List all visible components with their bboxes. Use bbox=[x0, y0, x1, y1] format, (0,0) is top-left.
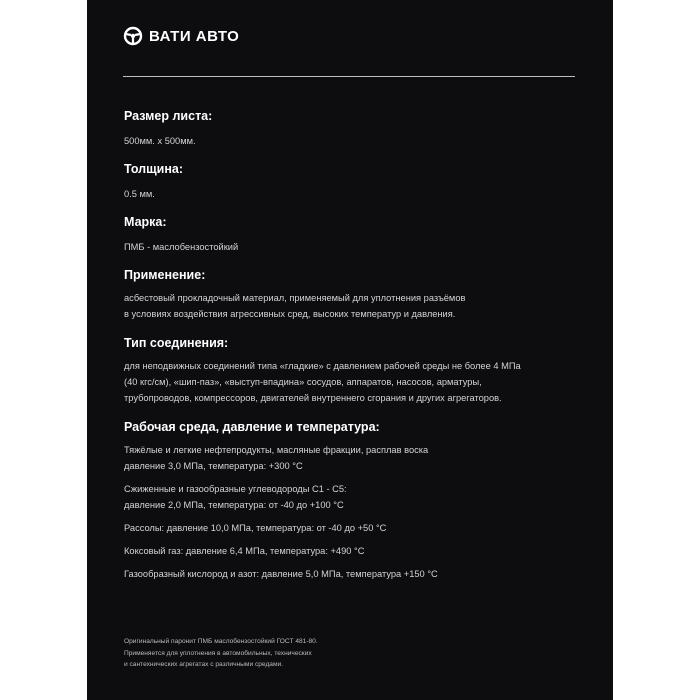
brand-logo bbox=[123, 26, 239, 46]
application-heading: Применение: bbox=[124, 268, 206, 282]
size-heading: Размер листа: bbox=[124, 109, 213, 123]
media-item bbox=[124, 543, 574, 559]
media-item-line: Газообразный кислород и азот: давление 5,0 МПа, температура +150 °С bbox=[124, 569, 438, 579]
footer-line: Оригинальный паронит ПМБ маслобензостойкий ГОСТ 481-80. bbox=[124, 638, 318, 645]
media-item bbox=[124, 520, 574, 536]
media-heading: Рабочая среда, давление и температура: bbox=[124, 420, 380, 434]
connection-heading: Тип соединения: bbox=[124, 336, 229, 350]
footer-line: Применяется для уплотнения в автомобильных, технических bbox=[124, 649, 312, 657]
thickness-value: 0.5 мм. bbox=[124, 189, 155, 199]
media-item bbox=[124, 566, 574, 582]
media-item-line: давление 2,0 МПа, температура: от -40 до +100 °С bbox=[124, 500, 344, 510]
application-section bbox=[124, 267, 574, 322]
media-item bbox=[124, 481, 574, 513]
connection-line: трубопроводов, компрессоров, двигателей внутреннего сгорания и других агрегаторов. bbox=[124, 393, 502, 403]
connection-section bbox=[124, 335, 574, 406]
header-divider bbox=[123, 76, 575, 77]
grade-section bbox=[124, 214, 574, 255]
media-item-line: Тяжёлые и легкие нефтепродукты, масляные фракции, расплав воска bbox=[124, 445, 429, 455]
size-value: 500мм. х 500мм. bbox=[124, 136, 196, 146]
size-section bbox=[124, 108, 574, 149]
media-section bbox=[124, 419, 574, 582]
application-line: асбестовый прокладочный материал, применяемый для уплотнения разъёмов bbox=[124, 293, 466, 303]
media-item-line: Сжиженные и газообразные углеводороды С1 - С5: bbox=[124, 484, 347, 494]
connection-line: для неподвижных соединений типа «гладкие» с давлением рабочей среды не более 4 МПа bbox=[124, 361, 521, 371]
connection-line: (40 кгс/см), «шип-паз», «выступ-впадина» сосудов, аппаратов, насосов, арматуры, bbox=[124, 377, 482, 387]
thickness-section bbox=[124, 161, 574, 202]
grade-heading: Марка: bbox=[124, 215, 167, 229]
grade-value: ПМБ - маслобензостойкий bbox=[124, 242, 239, 252]
application-line: в условиях воздействия агрессивных сред, высоких температур и давления. bbox=[124, 309, 456, 319]
media-item-line: давление 3,0 МПа, температура: +300 °С bbox=[124, 461, 303, 471]
steering-wheel-icon bbox=[123, 26, 143, 46]
footer-line: и сантехнических агрегатах с различными средами. bbox=[124, 661, 284, 668]
media-item-line: Коксовый газ: давление 6,4 МПа, температура: +490 °С bbox=[124, 546, 365, 556]
media-item-line: Рассолы: давление 10,0 МПа, температура: от -40 до +50 °С bbox=[124, 523, 387, 533]
media-item bbox=[124, 442, 574, 474]
product-sheet bbox=[87, 0, 613, 700]
specs-content bbox=[124, 108, 574, 582]
footer-note bbox=[124, 636, 504, 671]
brand-name: ВАТИ АВТО bbox=[149, 27, 240, 45]
thickness-heading: Толщина: bbox=[124, 162, 184, 176]
